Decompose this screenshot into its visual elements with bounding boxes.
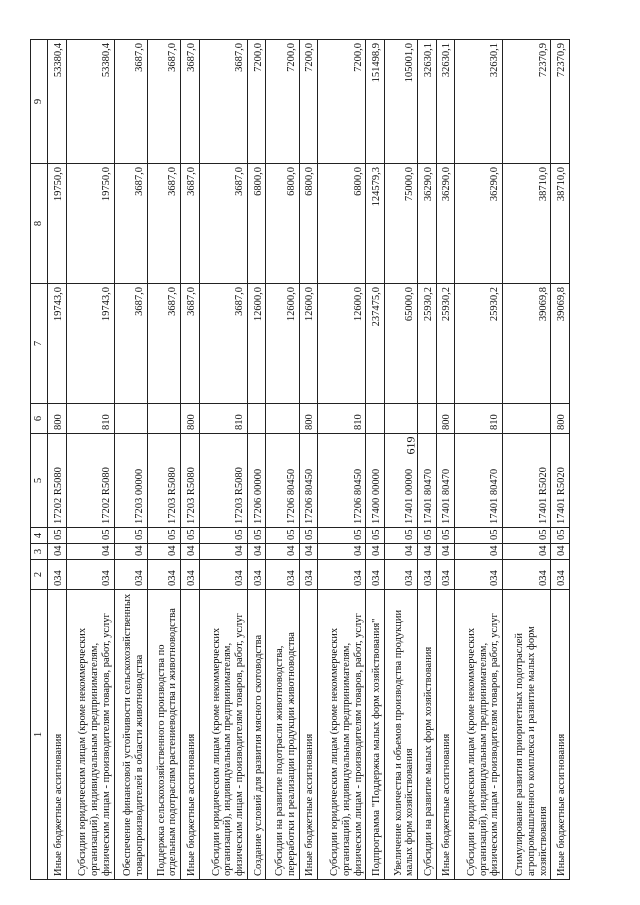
row-code-gr: 034 [455, 560, 503, 590]
table-row [266, 40, 299, 880]
row-code-pr: 05 [436, 528, 455, 544]
row-code-rz: 04 [299, 544, 318, 560]
row-value-col8: 3687,0 [147, 164, 180, 284]
row-code-gr: 034 [384, 560, 417, 590]
row-code-gr: 034 [551, 560, 570, 590]
row-code-csr: 17203 00000 [114, 434, 147, 528]
row-value-col9: 32630,1 [455, 40, 503, 164]
row-code-pr: 05 [199, 528, 247, 544]
row-value-col8: 38710,0 [503, 164, 551, 284]
table-row [247, 40, 266, 880]
row-code-vr: 810 [318, 404, 366, 434]
row-value-col8: 36290,0 [455, 164, 503, 284]
row-code-rz: 04 [366, 544, 385, 560]
row-code-pr: 05 [384, 528, 417, 544]
row-code-csr: 17202 R5080 [66, 434, 114, 528]
row-code-pr: 05 [147, 528, 180, 544]
row-code-pr: 05 [114, 528, 147, 544]
column-header-2: 2 [31, 560, 48, 590]
row-value-col7: 25930,2 [455, 284, 503, 404]
row-value-col9: 7200,0 [299, 40, 318, 164]
row-value-col9: 7200,0 [247, 40, 266, 164]
row-code-csr: 17203 R5080 [199, 434, 247, 528]
row-value-col9: 72370,9 [503, 40, 551, 164]
row-value-col8: 36290,0 [418, 164, 437, 284]
row-value-col9: 72370,9 [551, 40, 570, 164]
row-name: Иные бюджетные ассигнования [48, 590, 67, 880]
row-code-rz: 04 [436, 544, 455, 560]
row-value-col8: 124579,3 [366, 164, 385, 284]
row-name: Субсидии юридическим лицам (кроме некоммерческих организаций), индивидуальным предпринимателям, физическим лицам - производителям товаров, работ, услуг [199, 590, 247, 880]
row-name: Субсидии на развитие подотрасли животноводства, переработки и реализации продукции животноводства [266, 590, 299, 880]
row-code-csr: 17203 R5080 [181, 434, 200, 528]
column-number-header [31, 40, 48, 880]
row-code-pr: 05 [66, 528, 114, 544]
table-row [318, 40, 366, 880]
row-code-rz: 04 [455, 544, 503, 560]
row-value-col7: 3687,0 [181, 284, 200, 404]
table-row [418, 40, 437, 880]
row-code-csr: 17401 80470 [436, 434, 455, 528]
table-row [455, 40, 503, 880]
row-code-gr: 034 [247, 560, 266, 590]
row-value-col8: 3687,0 [114, 164, 147, 284]
row-code-gr: 034 [147, 560, 180, 590]
row-code-rz: 04 [418, 544, 437, 560]
table-row [66, 40, 114, 880]
row-value-col8: 6800,0 [266, 164, 299, 284]
row-name: Стимулирование развития приоритетных подотраслей агропромышленного комплекса и развитие малых форм хозяйствования [503, 590, 551, 880]
row-code-vr: 810 [455, 404, 503, 434]
row-code-csr: 17401 00000 [384, 434, 417, 528]
row-code-rz: 04 [247, 544, 266, 560]
row-value-col7: 12600,0 [299, 284, 318, 404]
row-code-gr: 034 [48, 560, 67, 590]
row-value-col8: 19750,0 [48, 164, 67, 284]
column-header-1: 1 [31, 590, 48, 880]
row-code-vr [418, 404, 437, 434]
row-code-gr: 034 [66, 560, 114, 590]
row-value-col7: 3687,0 [199, 284, 247, 404]
table-row [299, 40, 318, 880]
table-row [366, 40, 385, 880]
row-code-csr: 17203 R5080 [147, 434, 180, 528]
row-value-col7: 237475,0 [366, 284, 385, 404]
row-value-col7: 3687,0 [114, 284, 147, 404]
row-code-vr: 800 [436, 404, 455, 434]
row-value-col8: 3687,0 [181, 164, 200, 284]
row-code-csr: 17401 R5020 [503, 434, 551, 528]
row-code-pr: 05 [455, 528, 503, 544]
table-row [436, 40, 455, 880]
row-code-rz: 04 [266, 544, 299, 560]
row-value-col8: 6800,0 [247, 164, 266, 284]
row-value-col9: 3687,0 [147, 40, 180, 164]
column-header-3: 3 [31, 544, 48, 560]
row-code-csr: 17401 80470 [455, 434, 503, 528]
row-code-vr: 810 [66, 404, 114, 434]
row-code-vr [503, 404, 551, 434]
row-code-pr: 05 [503, 528, 551, 544]
row-code-csr: 17401 80470 [418, 434, 437, 528]
row-value-col7: 25930,2 [436, 284, 455, 404]
row-value-col7: 25930,2 [418, 284, 437, 404]
row-code-gr: 034 [266, 560, 299, 590]
row-code-pr: 05 [266, 528, 299, 544]
row-code-csr: 17206 80450 [318, 434, 366, 528]
column-header-9: 9 [31, 40, 48, 164]
row-value-col9: 7200,0 [266, 40, 299, 164]
row-name: Иные бюджетные ассигнования [299, 590, 318, 880]
row-code-gr: 034 [199, 560, 247, 590]
row-value-col7: 12600,0 [318, 284, 366, 404]
row-code-gr: 034 [418, 560, 437, 590]
row-value-col7: 12600,0 [247, 284, 266, 404]
row-code-csr: 17206 80450 [299, 434, 318, 528]
row-name: Субсидии юридическим лицам (кроме некоммерческих организаций), индивидуальным предпринимателям, физическим лицам - производителям товаров, работ, услуг [66, 590, 114, 880]
row-code-pr: 05 [247, 528, 266, 544]
row-code-csr: 17206 00000 [247, 434, 266, 528]
row-value-col9: 151498,9 [366, 40, 385, 164]
row-value-col8: 19750,0 [66, 164, 114, 284]
row-name: Субсидии юридическим лицам (кроме некоммерческих организаций), индивидуальным предпринимателям, физическим лицам - производителям товаров, работ, услуг [455, 590, 503, 880]
row-value-col7: 39069,8 [551, 284, 570, 404]
page-number: 619 [403, 436, 418, 455]
row-value-col8: 6800,0 [318, 164, 366, 284]
row-name: Создание условий для развития мясного скотоводства [247, 590, 266, 880]
row-code-rz: 04 [147, 544, 180, 560]
row-code-rz: 04 [66, 544, 114, 560]
row-code-vr: 810 [199, 404, 247, 434]
row-code-rz: 04 [318, 544, 366, 560]
column-header-5: 5 [31, 434, 48, 528]
row-value-col7: 19743,0 [66, 284, 114, 404]
row-code-gr: 034 [299, 560, 318, 590]
table-row [114, 40, 147, 880]
table-row [199, 40, 247, 880]
row-value-col9: 3687,0 [114, 40, 147, 164]
row-code-vr: 800 [48, 404, 67, 434]
row-code-pr: 05 [299, 528, 318, 544]
table-row [181, 40, 200, 880]
row-value-col8: 3687,0 [199, 164, 247, 284]
row-code-gr: 034 [366, 560, 385, 590]
row-code-gr: 034 [181, 560, 200, 590]
column-header-6: 6 [31, 404, 48, 434]
row-code-rz: 04 [181, 544, 200, 560]
row-code-csr: 17202 R5080 [48, 434, 67, 528]
row-value-col9: 53380,4 [48, 40, 67, 164]
row-code-vr [266, 404, 299, 434]
row-code-pr: 05 [48, 528, 67, 544]
row-value-col7: 12600,0 [266, 284, 299, 404]
column-header-7: 7 [31, 284, 48, 404]
row-value-col9: 53380,4 [66, 40, 114, 164]
budget-table [30, 39, 570, 880]
row-code-vr [384, 404, 417, 434]
row-code-rz: 04 [48, 544, 67, 560]
row-code-rz: 04 [199, 544, 247, 560]
row-value-col7: 3687,0 [147, 284, 180, 404]
row-name: Иные бюджетные ассигнования [551, 590, 570, 880]
row-code-pr: 05 [318, 528, 366, 544]
row-code-csr: 17400 00000 [366, 434, 385, 528]
budget-table-sheet [30, 40, 570, 880]
row-code-csr: 17206 80450 [266, 434, 299, 528]
row-name: Обеспечение финансовой устойчивости сельскохозяйственных товаропроизводителей в области животноводства [114, 590, 147, 880]
row-name: Иные бюджетные ассигнования [436, 590, 455, 880]
row-code-rz: 04 [551, 544, 570, 560]
row-value-col8: 75000,0 [384, 164, 417, 284]
row-code-pr: 05 [418, 528, 437, 544]
row-code-vr [366, 404, 385, 434]
row-code-vr: 800 [181, 404, 200, 434]
row-value-col8: 38710,0 [551, 164, 570, 284]
row-code-csr: 17401 R5020 [551, 434, 570, 528]
row-code-gr: 034 [503, 560, 551, 590]
row-name: Увеличение количества и объемов производства продукции малых форм хозяйствования [384, 590, 417, 880]
table-row [48, 40, 67, 880]
table-row [551, 40, 570, 880]
row-value-col8: 6800,0 [299, 164, 318, 284]
row-name: Иные бюджетные ассигнования [181, 590, 200, 880]
row-name: Субсидии юридическим лицам (кроме некоммерческих организаций), индивидуальным предпринимателям, физическим лицам - производителям товаров, работ, услуг [318, 590, 366, 880]
row-value-col9: 32630,1 [436, 40, 455, 164]
row-code-pr: 05 [181, 528, 200, 544]
row-value-col9: 3687,0 [199, 40, 247, 164]
row-name: Субсидии на развитие малых форм хозяйствования [418, 590, 437, 880]
row-value-col7: 39069,8 [503, 284, 551, 404]
row-code-pr: 05 [551, 528, 570, 544]
row-code-vr [247, 404, 266, 434]
table-row [503, 40, 551, 880]
row-code-rz: 04 [503, 544, 551, 560]
table-row [147, 40, 180, 880]
row-value-col8: 36290,0 [436, 164, 455, 284]
row-code-gr: 034 [436, 560, 455, 590]
row-value-col9: 105001,0 [384, 40, 417, 164]
table-row [384, 40, 417, 880]
row-value-col9: 32630,1 [418, 40, 437, 164]
row-value-col7: 65000,0 [384, 284, 417, 404]
row-code-vr [114, 404, 147, 434]
row-code-pr: 05 [366, 528, 385, 544]
row-name: Поддержка сельскохозяйственного производства по отдельным подотраслям растениеводства и животноводства [147, 590, 180, 880]
row-code-vr [147, 404, 180, 434]
row-value-col9: 3687,0 [181, 40, 200, 164]
row-code-vr: 800 [299, 404, 318, 434]
row-code-rz: 04 [384, 544, 417, 560]
row-code-rz: 04 [114, 544, 147, 560]
row-name: Подпрограмма "Поддержка малых форм хозяйствования" [366, 590, 385, 880]
column-header-4: 4 [31, 528, 48, 544]
row-value-col9: 7200,0 [318, 40, 366, 164]
row-value-col7: 19743,0 [48, 284, 67, 404]
row-code-gr: 034 [318, 560, 366, 590]
table-body [48, 40, 570, 880]
row-code-gr: 034 [114, 560, 147, 590]
column-header-8: 8 [31, 164, 48, 284]
row-code-vr: 800 [551, 404, 570, 434]
